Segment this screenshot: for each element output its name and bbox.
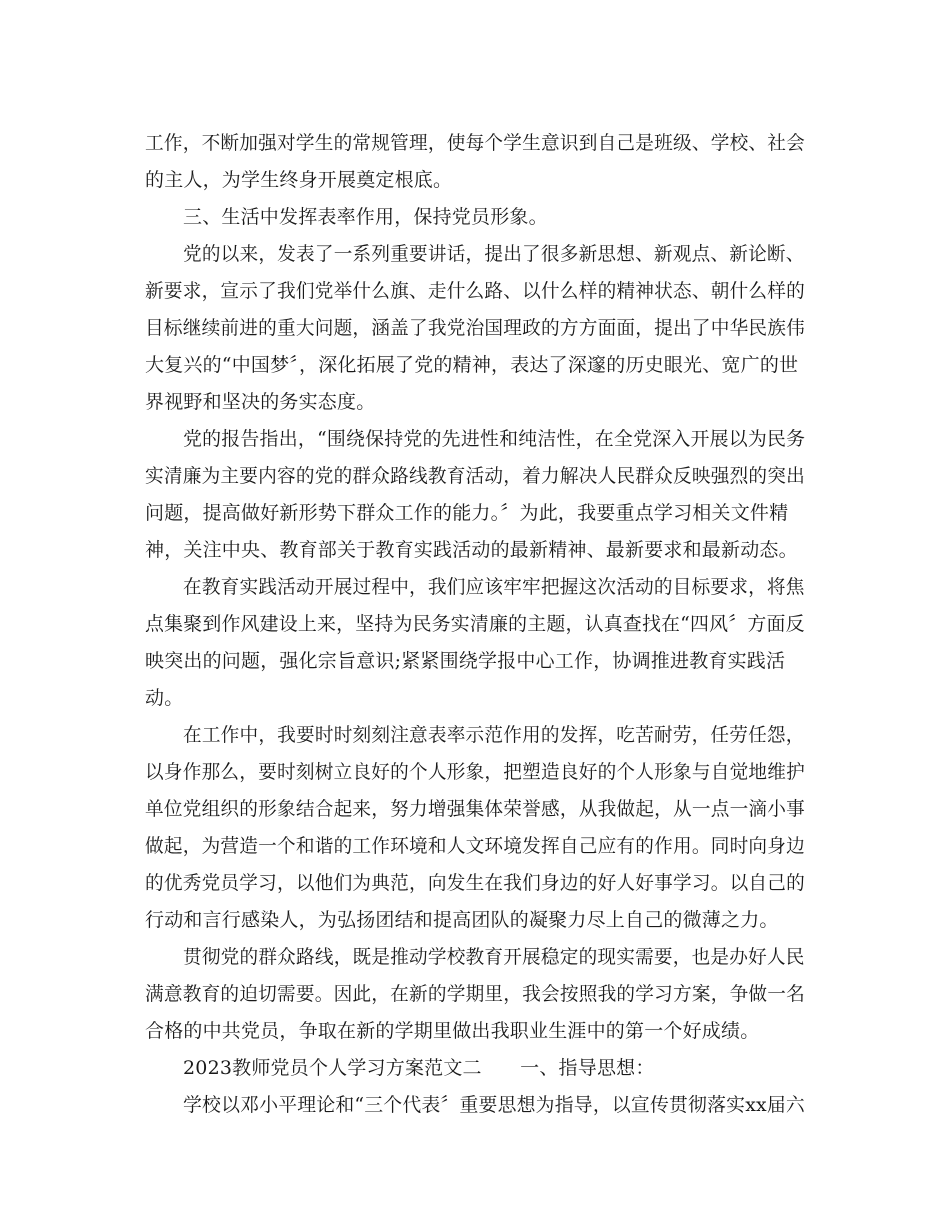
text-line: 在教育实践活动开展过程中，我们应该牢牢把握这次活动的目标要求，将焦 [183,576,805,598]
text-line: 在工作中，我要时时刻刻注意表率示范作用的发挥，吃苦耐劳，任劳任怨， [183,724,805,746]
text-line: 点集聚到作风建设上来，坚持为民务实清廉的主题，认真查找在“四风〞方面反 [145,613,805,635]
text-line: 党的报告指出，“围绕保持党的先进性和纯洁性，在全党深入开展以为民务 [183,428,806,450]
text-line: 的主人，为学生终身开展奠定根底。 [145,169,453,191]
text-line: 新要求，宣示了我们党举什么旗、走什么路、以什么样的精神状态、朝什么样的 [145,280,806,302]
text-line: 单位党组织的形象结合起来，努力增强集体荣誉感，从我做起，从一点一滴小事 [145,798,806,820]
text-line: 贯彻党的群众路线，既是推动学校教育开展稳定的现实需要，也是办好人民 [183,946,805,968]
text-line: 行动和言行感染人，为弘扬团结和提高团队的凝聚力尽上自己的微薄之力。 [145,909,779,931]
text-line: 工作，不断加强对学生的常规管理，使每个学生意识到自己是班级、学校、社会 [145,132,806,154]
text-line: 目标继续前进的重大问题，涵盖了我党治国理政的方方面面，提出了中华民族伟 [145,317,806,339]
text-line: 动。 [145,687,184,709]
text-line: 满意教育的迫切需要。因此，在新的学期里，我会按照我的学习方案，争做一名 [145,983,806,1005]
text-line: 合格的中共党员，争取在新的学期里做出我职业生涯中的第一个好成绩。 [145,1020,760,1042]
text-line: 大复兴的“中国梦〞，深化拓展了党的精神，表达了深邃的历史眼光、宽广的世 [145,354,799,376]
text-line: 问题，提高做好新形势下群众工作的能力。〞为此，我要重点学习相关文件精 [145,502,789,524]
text-line: 做起，为营造一个和谐的工作环境和人文环境发挥自己应有的作用。同时向身边 [145,835,806,857]
text-line: 界视野和坚决的务实态度。 [145,391,376,413]
text-line: 实清廉为主要内容的党的群众路线教育活动，着力解决人民群众反映强烈的突出 [145,465,806,487]
text-line: 学校以邓小平理论和“三个代表〞重要思想为指导，以宣传贯彻落实xx届六 [183,1094,805,1116]
section-heading: 2023教师党员个人学习方案范文二 一、指导思想： [183,1057,655,1079]
text-line: 党的以来，发表了一系列重要讲话，提出了很多新思想、新观点、新论断、 [183,243,805,265]
text-line: 映突出的问题，强化宗旨意识;紧紧围绕学报中心工作，协调推进教育实践活 [145,650,786,672]
text-line: 以身作那么，要时刻树立良好的个人形象，把塑造良好的个人形象与自觉地维护 [145,761,806,783]
section-heading: 三、生活中发挥表率作用，保持党员形象。 [183,206,548,228]
text-line: 的优秀党员学习，以他们为典范，向发生在我们身边的好人好事学习。以自己的 [145,872,806,894]
text-line: 神，关注中央、教育部关于教育实践活动的最新精神、最新要求和最新动态。 [145,539,798,561]
